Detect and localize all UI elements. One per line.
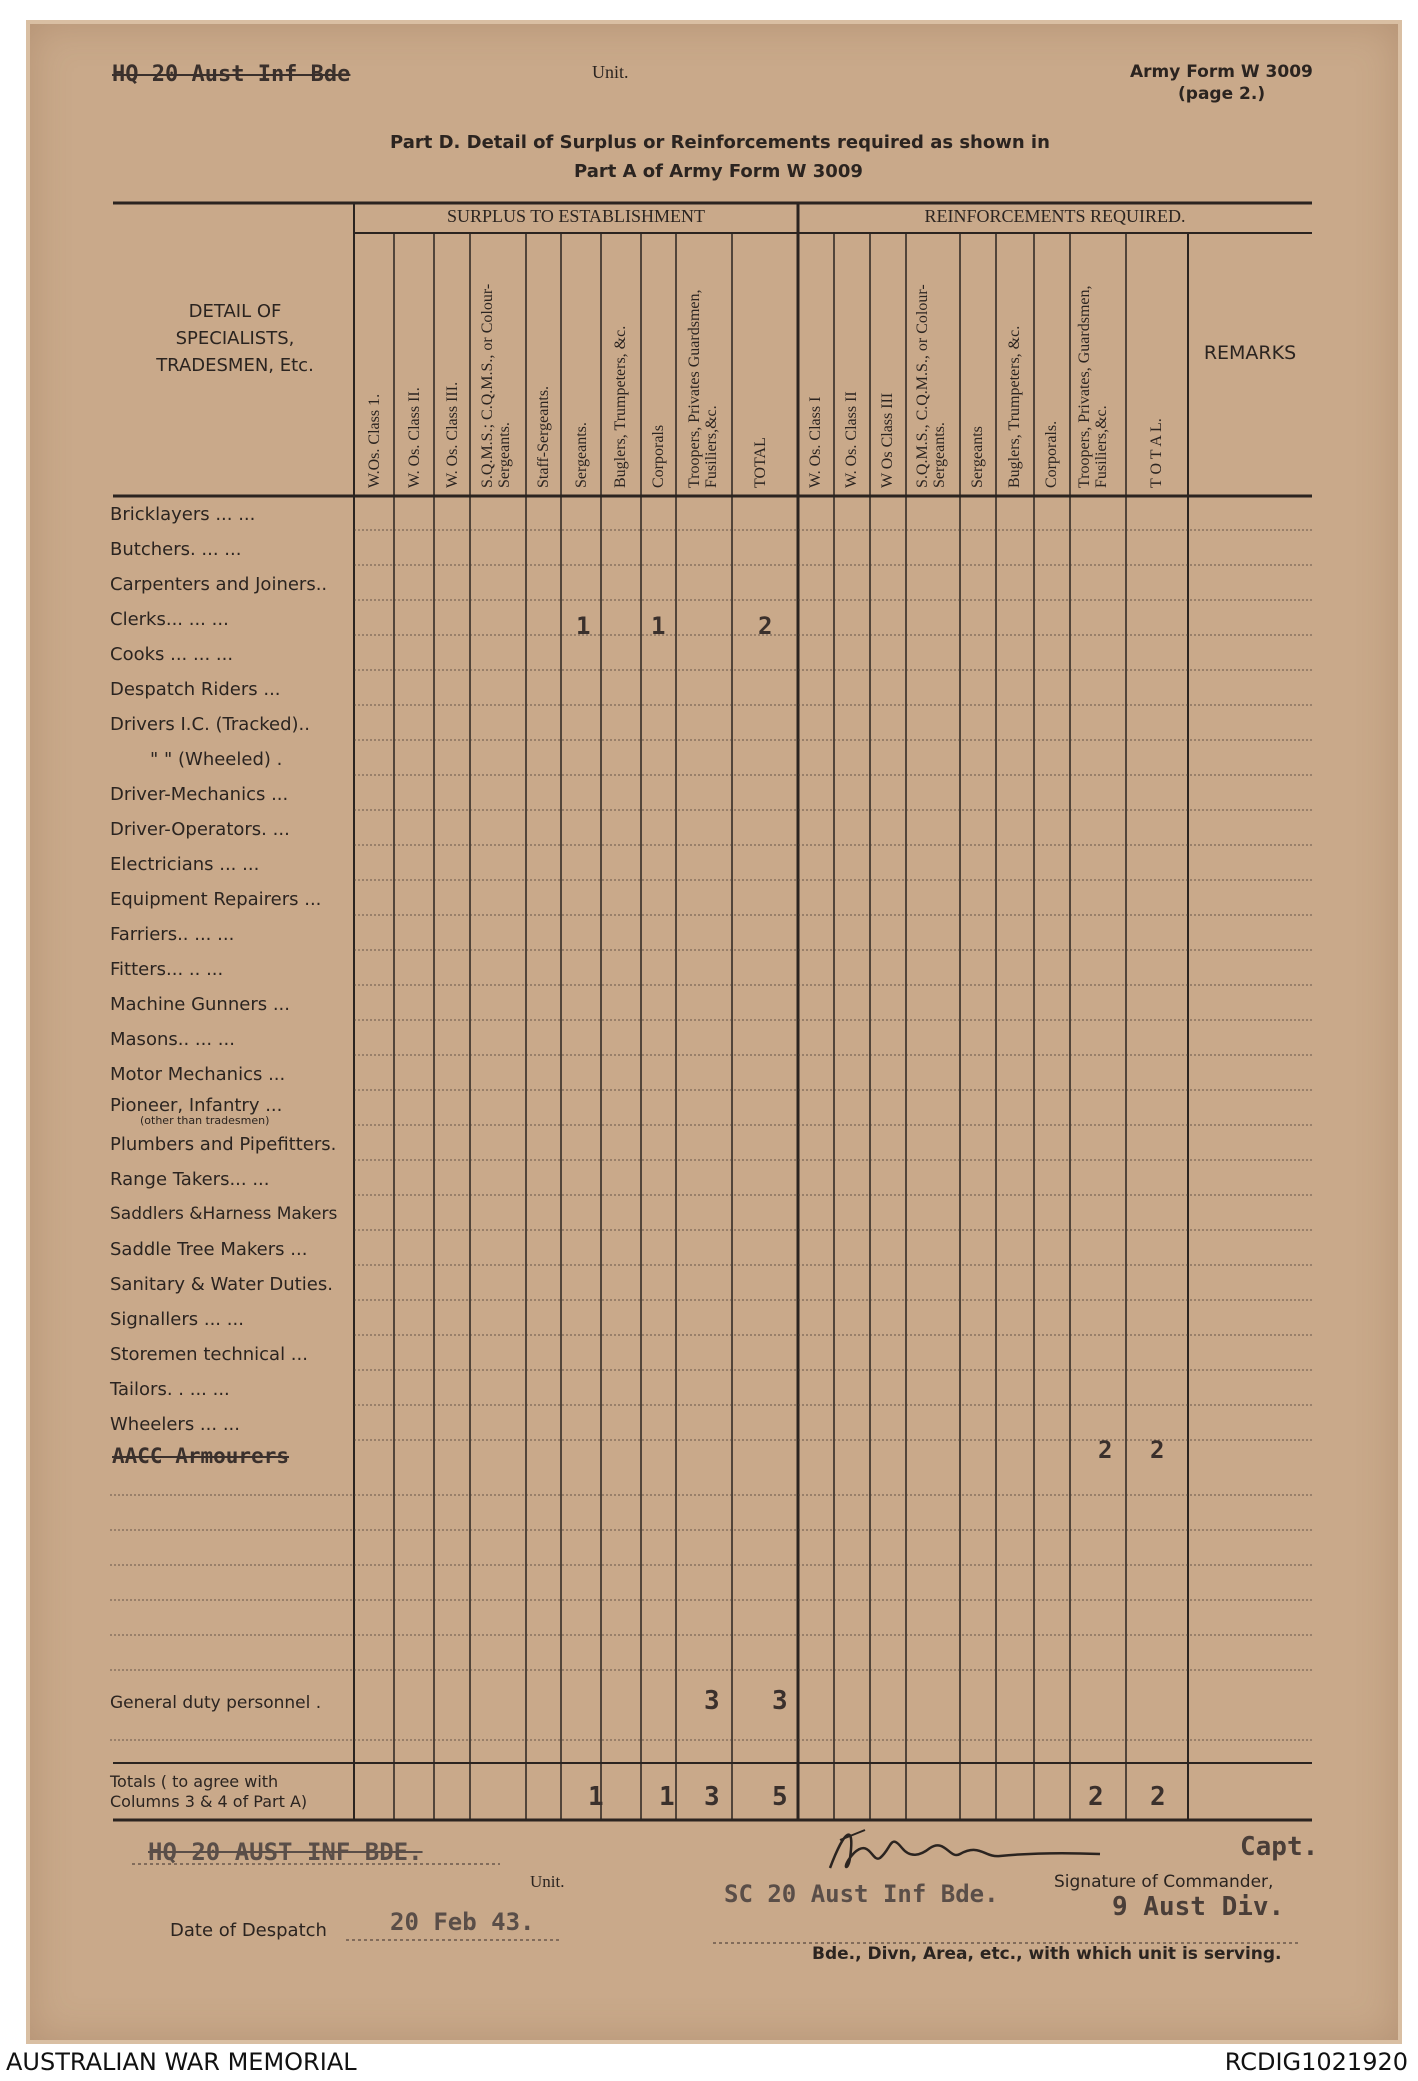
col-surplus-corporals: Corporals: [650, 424, 667, 488]
col-surplus-buglers: Buglers, Trumpeters, &c.: [612, 325, 629, 488]
pioneer-note: (other than tradesmen): [140, 1114, 270, 1127]
totals-reinf-troopers: 2: [1088, 1782, 1104, 1812]
unit-label-header: Unit.: [592, 62, 629, 82]
totals-label-2: Columns 3 & 4 of Part A): [110, 1792, 308, 1811]
form-name: Army Form W 3009: [1130, 62, 1313, 82]
commander-signature: [810, 1818, 1110, 1888]
col-surplus-wo3: W. Os. Class III.: [444, 381, 461, 488]
row-label: Carpenters and Joiners..: [110, 574, 328, 595]
row-label: Pioneer, Infantry ...: [110, 1095, 283, 1116]
row-label: Range Takers... ...: [110, 1169, 270, 1190]
clerks-total: 2: [758, 612, 773, 640]
rank-typed: Capt.: [1240, 1832, 1319, 1862]
col-reinf-corporals: Corporals.: [1043, 420, 1060, 488]
armourers-row-label: AACC Armourers: [112, 1444, 290, 1468]
clerks-sergeants: 1: [576, 612, 591, 640]
col-reinf-total: T O T A L.: [1148, 418, 1165, 488]
serving-label: Bde., Divn, Area, etc., with which unit is serving.: [812, 1944, 1282, 1964]
archive-id: RCDIG1021920: [1224, 2048, 1408, 2076]
col-reinf-sqms: S.Q.M.S., C.Q.M.S., or Colour-Sergeants.: [914, 284, 948, 488]
col-reinf-troopers: Troopers, Privates, Guardsmen, Fusiliers,&c.: [1076, 285, 1110, 488]
row-label: Despatch Riders ...: [110, 679, 281, 700]
unit-label-footer: Unit.: [530, 1872, 565, 1891]
col-reinf-wo2: W. Os. Class II: [843, 391, 860, 488]
row-label: Saddle Tree Makers ...: [110, 1239, 308, 1260]
detail-header: DETAIL OF SPECIALISTS, TRADESMEN, Etc.: [156, 301, 314, 376]
date-typed: 20 Feb 43.: [390, 1908, 535, 1936]
totals-surplus-corporals: 1: [659, 1782, 675, 1812]
row-label: Butchers. ... ...: [110, 539, 242, 560]
signature-label: Signature of Commander,: [1054, 1872, 1274, 1892]
archive-credit: AUSTRALIAN WAR MEMORIAL: [6, 2048, 357, 2076]
col-surplus-troopers: Troopers, Privates Guardsmen, Fusiliers,&c.: [686, 289, 720, 488]
col-surplus-wo2: W. Os. Class II.: [406, 387, 423, 488]
row-label: Equipment Repairers ...: [110, 889, 322, 910]
row-label: Signallers ... ...: [110, 1309, 244, 1330]
row-label: Plumbers and Pipefitters.: [110, 1134, 337, 1155]
row-label: Wheelers ... ...: [110, 1414, 240, 1435]
row-label: Sanitary & Water Duties.: [110, 1274, 333, 1295]
col-reinf-wo1: W. Os. Class I: [807, 396, 824, 488]
row-label: Clerks... ... ...: [110, 609, 229, 630]
row-label: Storemen technical ...: [110, 1344, 308, 1365]
unit-typed-header: HQ 20 Aust Inf Bde: [112, 62, 351, 87]
col-surplus-wo1: W.Os. Class 1.: [366, 393, 383, 488]
row-label: Saddlers &Harness Makers: [110, 1204, 338, 1224]
col-reinf-sergeants: Sergeants: [969, 426, 986, 488]
armourers-troopers: 2: [1098, 1436, 1113, 1464]
row-label: Fitters... .. ...: [110, 959, 224, 980]
surplus-header: SURPLUS TO ESTABLISHMENT: [447, 206, 705, 226]
form-page: (page 2.): [1178, 84, 1266, 104]
part-d-title-line2: Part A of Army Form W 3009: [574, 161, 863, 182]
armourers-total: 2: [1150, 1436, 1165, 1464]
row-label: Masons.. ... ...: [110, 1029, 235, 1050]
reinforcements-header: REINFORCEMENTS REQUIRED.: [924, 206, 1186, 226]
totals-surplus-troopers: 3: [704, 1782, 720, 1812]
totals-reinf-total: 2: [1150, 1782, 1166, 1812]
row-label: " " (Wheeled) .: [150, 749, 283, 770]
col-surplus-staff-sergeants: Staff-Sergeants.: [535, 385, 552, 488]
row-label: Farriers.. ... ...: [110, 924, 235, 945]
clerks-corporals: 1: [651, 612, 666, 640]
row-label: Machine Gunners ...: [110, 994, 290, 1015]
division-typed: 9 Aust Div.: [1112, 1892, 1285, 1922]
col-reinf-buglers: Buglers, Trumpeters, &c.: [1006, 325, 1023, 488]
date-label: Date of Despatch: [170, 1920, 327, 1941]
general-duty-troopers: 3: [704, 1686, 720, 1716]
row-label: Electricians ... ...: [110, 854, 260, 875]
row-label: Motor Mechanics ...: [110, 1064, 286, 1085]
col-surplus-sqms: S.Q.M.S.; C.Q.M.S., or Colour-Sergeants.: [479, 283, 513, 488]
col-reinf-wo3: W Os Class III: [879, 392, 896, 488]
part-d-title-line1: Part D. Detail of Surplus or Reinforcements required as shown in: [390, 132, 1050, 153]
serving-typed: SC 20 Aust Inf Bde.: [724, 1880, 999, 1908]
row-label: Drivers I.C. (Tracked)..: [110, 714, 310, 735]
totals-label-1: Totals ( to agree with: [110, 1772, 279, 1791]
general-duty-label: General duty personnel .: [110, 1693, 322, 1713]
col-surplus-total: TOTAL: [752, 437, 769, 488]
row-label: Driver-Mechanics ...: [110, 784, 289, 805]
unit-typed-footer: HQ 20 AUST INF BDE.: [148, 1838, 423, 1866]
row-label: Tailors. . ... ...: [110, 1379, 230, 1400]
general-duty-total: 3: [772, 1686, 788, 1716]
row-label: Driver-Operators. ...: [110, 819, 290, 840]
totals-surplus-total: 5: [772, 1782, 788, 1812]
remarks-header: REMARKS: [1203, 342, 1297, 364]
row-label: Cooks ... ... ...: [110, 644, 234, 665]
totals-surplus-sergeants: 1: [588, 1782, 604, 1812]
row-label: Bricklayers ... ...: [110, 504, 256, 525]
col-surplus-sergeants: Sergeants.: [573, 422, 590, 488]
